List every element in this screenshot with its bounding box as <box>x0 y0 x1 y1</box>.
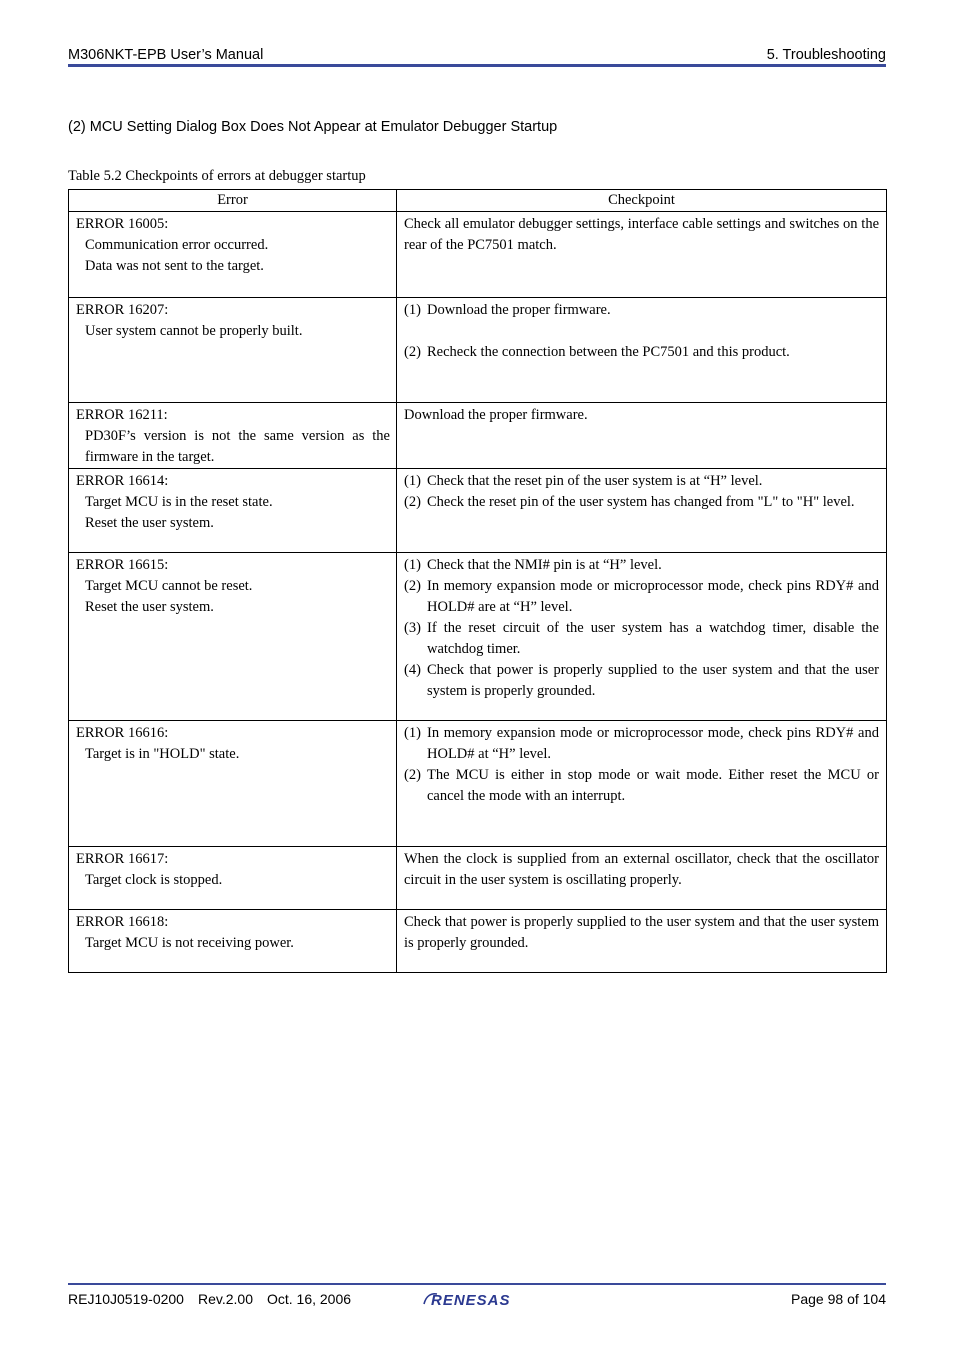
checkpoint-number: (4) <box>404 662 421 678</box>
table-row <box>69 847 887 910</box>
doc-number: REJ10J0519-0200 <box>68 1291 184 1307</box>
checkpoint-number: (1) <box>404 302 421 318</box>
checkpoint-number: (1) <box>404 473 421 489</box>
table-row <box>69 721 887 847</box>
error-cell <box>69 847 397 910</box>
checkpoint-cell <box>397 910 887 973</box>
footer-doc-info <box>68 1291 365 1307</box>
error-code: ERROR 16616: <box>76 725 169 741</box>
checkpoint-number: (3) <box>404 620 421 636</box>
error-desc: Target MCU is not receiving power. <box>85 935 294 951</box>
checkpoint-item <box>404 723 879 765</box>
checkpoint-number: (1) <box>404 725 421 741</box>
table-row <box>69 212 887 298</box>
checkpoint-text: Check that power is properly supplied to the user system and that the user system is properly grounded. <box>404 914 879 951</box>
checkpoint-text: Check all emulator debugger settings, interface cable settings and switches on the rear of the PC7501 match. <box>404 216 879 253</box>
error-cell <box>69 721 397 847</box>
table-row <box>69 469 887 553</box>
error-desc: Target is in "HOLD" state. <box>85 746 240 762</box>
checkpoint-number: (2) <box>404 494 421 510</box>
chapter-title: 5. Troubleshooting <box>766 47 886 63</box>
checkpoint-number: (1) <box>404 557 421 573</box>
checkpoint-text: Recheck the connection between the PC7501 and this product. <box>427 344 790 360</box>
error-desc: Reset the user system. <box>85 515 214 531</box>
error-code: ERROR 16211: <box>76 407 168 423</box>
error-code: ERROR 16207: <box>76 302 169 318</box>
checkpoint-text: Check that power is properly supplied to the user system and that the user system is properly grounded. <box>427 662 879 699</box>
error-code: ERROR 16617: <box>76 851 169 867</box>
footer-rule <box>68 1283 886 1285</box>
checkpoint-cell <box>397 469 887 553</box>
checkpoint-item <box>404 660 879 702</box>
checkpoint-text: When the clock is supplied from an external oscillator, check that the oscillator circuit in the user system is oscillating properly. <box>404 851 879 888</box>
error-desc: User system cannot be properly built. <box>85 323 303 339</box>
error-desc: PD30F’s version is not the same version as the firmware in the target. <box>85 428 390 465</box>
checkpoint-text: In memory expansion mode or microprocessor mode, check pins RDY# and HOLD# are at “H” level. <box>427 578 879 615</box>
column-header-checkpoint: Checkpoint <box>397 190 887 212</box>
header-rule <box>68 64 886 67</box>
checkpoint-item <box>404 471 879 492</box>
error-code: ERROR 16615: <box>76 557 169 573</box>
checkpoint-item <box>404 618 879 660</box>
error-desc: Communication error occurred. <box>85 237 269 253</box>
checkpoint-text: Download the proper firmware. <box>427 302 611 318</box>
table-row <box>69 910 887 973</box>
checkpoint-item <box>404 576 879 618</box>
checkpoint-cell <box>397 298 887 403</box>
checkpoint-number: (2) <box>404 578 421 594</box>
error-cell <box>69 553 397 721</box>
checkpoint-text: Check that the NMI# pin is at “H” level. <box>427 557 662 573</box>
table-row <box>69 553 887 721</box>
column-header-error: Error <box>69 190 397 212</box>
error-desc: Target MCU is in the reset state. <box>85 494 273 510</box>
renesas-logo <box>423 1290 533 1308</box>
checkpoint-item <box>404 555 879 576</box>
checkpoint-text: Check the reset pin of the user system has changed from "L" to "H" level. <box>427 494 855 510</box>
manual-title: M306NKT-EPB User’s Manual <box>68 47 264 63</box>
error-checkpoint-table <box>68 189 887 973</box>
checkpoint-item <box>404 765 879 807</box>
checkpoint-item <box>404 492 879 513</box>
error-cell <box>69 298 397 403</box>
error-desc: Reset the user system. <box>85 599 214 615</box>
table-header-row <box>69 190 887 212</box>
publish-date: Oct. 16, 2006 <box>266 1291 352 1307</box>
table-caption: Table 5.2 Checkpoints of errors at debugger startup <box>68 168 366 184</box>
checkpoint-text: Check that the reset pin of the user system is at “H” level. <box>427 473 763 489</box>
page-number: Page 98 of 104 <box>791 1291 886 1307</box>
error-code: ERROR 16618: <box>76 914 169 930</box>
checkpoint-cell <box>397 212 887 298</box>
checkpoint-item <box>404 342 879 363</box>
error-desc: Data was not sent to the target. <box>85 258 264 274</box>
table-row <box>69 403 887 469</box>
checkpoint-text: If the reset circuit of the user system has a watchdog timer, disable the watchdog timer. <box>427 620 879 657</box>
error-code: ERROR 16005: <box>76 216 169 232</box>
error-cell <box>69 910 397 973</box>
checkpoint-text: In memory expansion mode or microprocessor mode, check pins RDY# and HOLD# at “H” level. <box>427 725 879 762</box>
checkpoint-cell <box>397 403 887 469</box>
page-header <box>68 47 886 65</box>
error-code: ERROR 16614: <box>76 473 169 489</box>
logo-wordmark: RENESAS <box>431 1292 511 1308</box>
checkpoint-text: The MCU is either in stop mode or wait mode. Either reset the MCU or cancel the mode with an interrupt. <box>427 767 879 804</box>
checkpoint-item <box>404 300 879 321</box>
checkpoint-text: Download the proper firmware. <box>404 407 588 423</box>
error-cell <box>69 469 397 553</box>
checkpoint-cell <box>397 847 887 910</box>
checkpoint-cell <box>397 553 887 721</box>
error-cell <box>69 212 397 298</box>
revision: Rev.2.00 <box>197 1291 253 1307</box>
error-desc: Target clock is stopped. <box>85 872 223 888</box>
checkpoint-number: (2) <box>404 344 421 360</box>
table-row <box>69 298 887 403</box>
error-cell <box>69 403 397 469</box>
checkpoint-number: (2) <box>404 767 421 783</box>
error-desc: Target MCU cannot be reset. <box>85 578 253 594</box>
checkpoint-cell <box>397 721 887 847</box>
section-title: (2) MCU Setting Dialog Box Does Not Appear at Emulator Debugger Startup <box>68 119 558 135</box>
